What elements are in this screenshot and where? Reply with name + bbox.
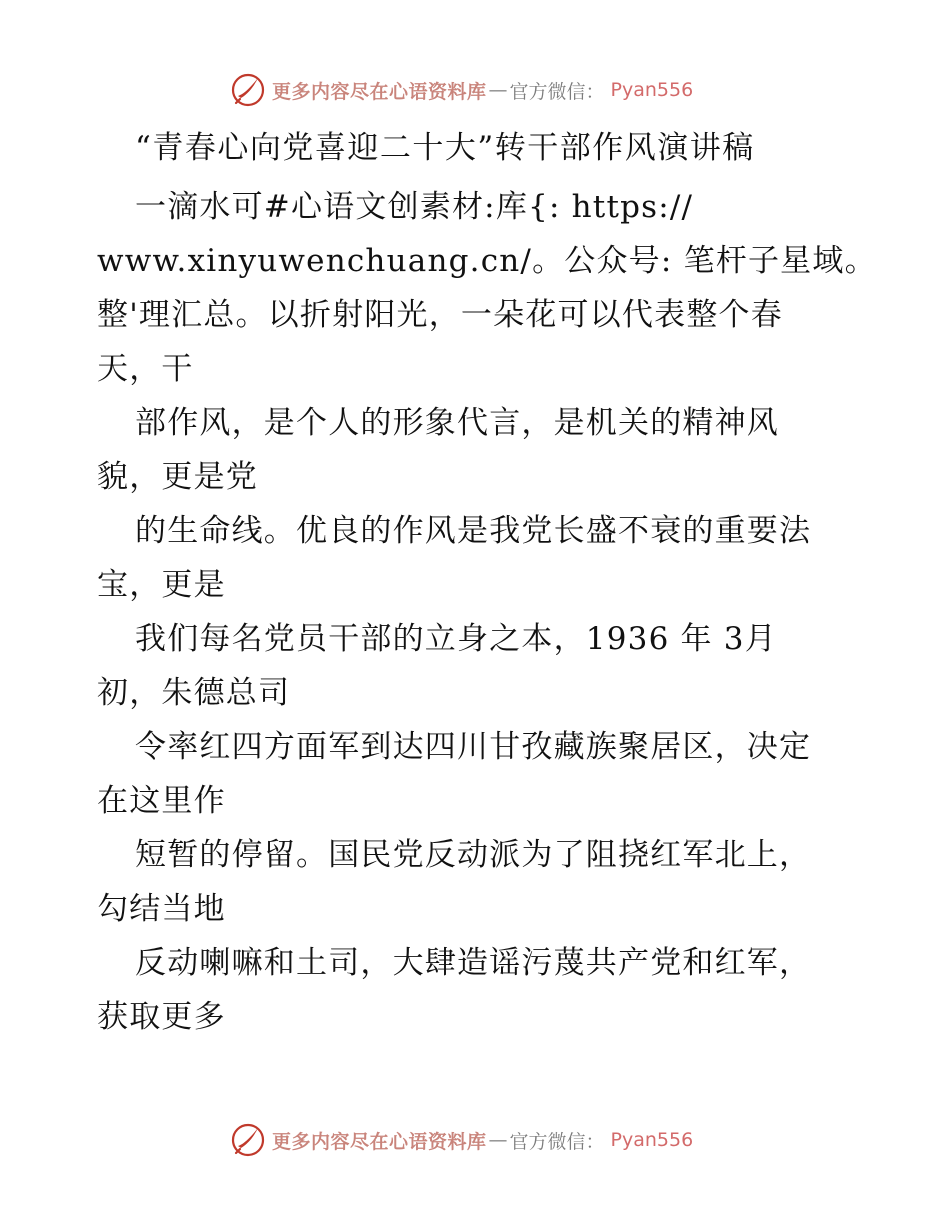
banner-separator: —	[488, 1129, 508, 1151]
body-line: 令率红四方面军到达四川甘孜藏族聚居区，决定	[135, 729, 812, 765]
banner-wechat-id: Pyan556	[610, 1129, 694, 1151]
banner-wechat-label: 官方微信：	[509, 1130, 605, 1153]
body-line: 在这里作	[97, 783, 226, 819]
header-banner	[230, 70, 750, 110]
body-line: 我们每名党员干部的立身之本，1936 年 3月	[135, 621, 777, 657]
body-line: 反动喇嘛和土司，大肆造谣污蔑共产党和红军，	[135, 945, 812, 981]
body-line: 整'理汇总。以折射阳光，一朵花可以代表整个春	[97, 297, 783, 333]
body-line: 的生命线。优良的作风是我党长盛不衰的重要法	[135, 513, 812, 549]
quill-pen-logo-icon	[230, 72, 266, 108]
body-line: 获取更多	[97, 999, 226, 1035]
body-line: 一滴水可#心语文创素材:库{: https://	[135, 189, 694, 225]
banner-separator: —	[488, 79, 508, 101]
document-title: “青春心向党喜迎二十大”转干部作风演讲稿	[135, 130, 755, 166]
body-line: 貌，更是党	[97, 459, 258, 495]
banner-wechat-label: 官方微信：	[509, 80, 605, 103]
banner-main-text: 更多内容尽在心语资料库	[272, 1130, 487, 1153]
body-line: 部作风，是个人的形象代言，是机关的精神风	[135, 405, 779, 441]
quill-pen-logo-icon	[230, 1122, 266, 1158]
body-line: 宝，更是	[97, 567, 226, 603]
body-line: 天，干	[97, 351, 194, 387]
body-line: www.xinyuwenchuang.cn/。公众号: 笔杆子星域。	[97, 243, 877, 279]
banner-wechat-id: Pyan556	[610, 79, 694, 101]
banner-main-text: 更多内容尽在心语资料库	[272, 80, 487, 103]
body-line: 初，朱德总司	[97, 675, 291, 711]
document-body	[97, 180, 877, 1044]
footer-banner	[230, 1120, 750, 1160]
body-line: 勾结当地	[97, 891, 226, 927]
body-line: 短暂的停留。国民党反动派为了阻挠红军北上，	[135, 837, 812, 873]
